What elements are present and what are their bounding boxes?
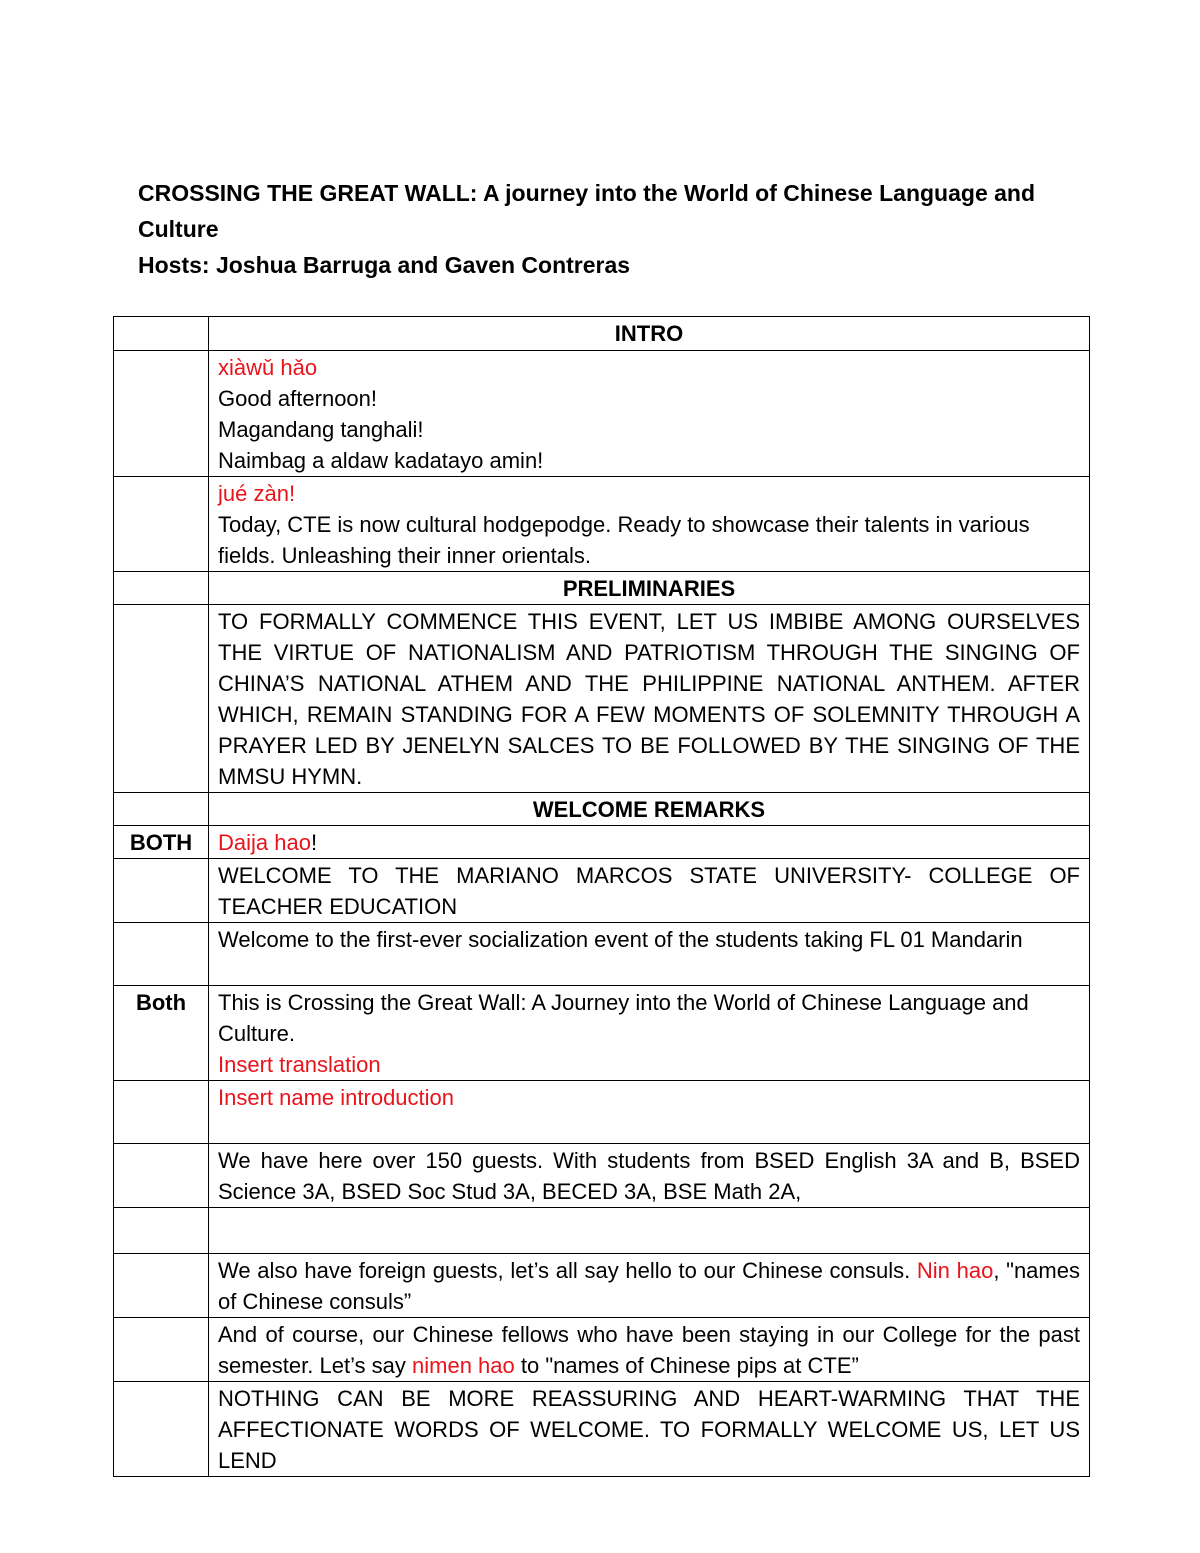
table-row: [114, 826, 1090, 859]
consuls-after: , "names of Chinese consuls”: [218, 1258, 1080, 1314]
daija-cell: [209, 826, 1090, 859]
insert-translation-note: Insert translation: [218, 1052, 381, 1077]
fellows-chinese: nimen hao: [412, 1353, 515, 1378]
document-header: [138, 175, 1088, 283]
section-heading-intro: INTRO: [209, 317, 1090, 351]
section-heading-welcome: WELCOME REMARKS: [209, 793, 1090, 826]
speaker-cell: [114, 1382, 209, 1477]
fellows-cell: [209, 1318, 1090, 1382]
hosts-line: Hosts: Joshua Barruga and Gaven Contreras: [138, 252, 631, 278]
guests-text: We have here over 150 guests. With students from BSED English 3A and B, BSED Science 3A, BSED Soc Stud 3A, BECED 3A, BSE Math 2A,: [209, 1144, 1090, 1208]
table-row: [114, 605, 1090, 793]
greeting-tagalog: Magandang tanghali!: [218, 417, 424, 442]
jue-zan-cell: [209, 477, 1090, 572]
crossing-text: This is Crossing the Great Wall: A Journey into the World of Chinese Language and Culture.: [218, 990, 1029, 1046]
table-row: [114, 1081, 1090, 1144]
table-row: [114, 351, 1090, 477]
table-row: [114, 986, 1090, 1081]
speaker-cell: [114, 605, 209, 793]
table-row: [114, 923, 1090, 986]
greeting-english: Good afternoon!: [218, 386, 378, 411]
crossing-cell: [209, 986, 1090, 1081]
speaker-cell: [114, 1318, 209, 1382]
consuls-chinese: Nin hao: [916, 1258, 994, 1283]
speaker-cell: [114, 793, 209, 826]
speaker-cell: [114, 923, 209, 986]
table-row: [114, 859, 1090, 923]
jue-zan-chinese: jué zàn!: [218, 481, 296, 506]
speaker-cell: [114, 859, 209, 923]
greeting-cell: [209, 351, 1090, 477]
preliminaries-text: TO FORMALLY COMMENCE THIS EVENT, LET US IMBIBE AMONG OURSELVES THE VIRTUE OF NATIONALISM AND PATRIOTISM THROUGH THE SINGING OF CHINA’S NATIONAL ATHEM AND THE PHILIPPINE NATIONAL ANTHEM. AFTER WHICH, REMAIN STANDING FOR A FEW MOMENTS OF SOLEMNITY THROUGH A PRAYER LED BY JENELYN SALCES TO BE FOLLOWED BY THE SINGING OF THE MMSU HYMN.: [209, 605, 1090, 793]
consuls-cell: [209, 1254, 1090, 1318]
nothing-text: NOTHING CAN BE MORE REASSURING AND HEART-WARMING THAT THE AFFECTIONATE WORDS OF WELCOME. TO FORMALLY WELCOME US, LET US LEND: [209, 1382, 1090, 1477]
speaker-cell: [114, 1254, 209, 1318]
greeting-chinese: xiàwǔ hǎo: [218, 355, 318, 380]
first-ever-text: Welcome to the first-ever socialization event of the students taking FL 01 Mandarin: [209, 923, 1090, 986]
welcome-mmsu-text: WELCOME TO THE MARIANO MARCOS STATE UNIVERSITY- COLLEGE OF TEACHER EDUCATION: [209, 859, 1090, 923]
table-row: [114, 1318, 1090, 1382]
table-row: [114, 1254, 1090, 1318]
table-row: [114, 793, 1090, 826]
speaker-cell: [114, 1208, 209, 1254]
table-row: [114, 572, 1090, 605]
speaker-cell: [114, 477, 209, 572]
speaker-cell: [114, 572, 209, 605]
program-script-table: [113, 316, 1090, 1477]
jue-zan-text: Today, CTE is now cultural hodgepodge. Ready to showcase their talents in various fields. Unleashing their inner orientals.: [218, 512, 1030, 568]
greeting-ilocano: Naimbag a aldaw kadatayo amin!: [218, 448, 544, 473]
speaker-cell: [114, 351, 209, 477]
daija-chinese: Daija hao: [218, 830, 311, 855]
table-row: [114, 317, 1090, 351]
consuls-before: We also have foreign guests, let’s all say hello to our Chinese consuls.: [218, 1258, 917, 1283]
speaker-cell: [114, 1081, 209, 1144]
table-row: [114, 1208, 1090, 1254]
table-row: [114, 477, 1090, 572]
speaker-both: Both: [114, 986, 209, 1081]
speaker-both: BOTH: [114, 826, 209, 859]
table-row: [114, 1144, 1090, 1208]
speaker-cell: [114, 317, 209, 351]
table-row: [114, 1382, 1090, 1477]
section-heading-preliminaries: PRELIMINARIES: [209, 572, 1090, 605]
fellows-after: to "names of Chinese pips at CTE”: [514, 1353, 859, 1378]
fellows-before: And of course, our Chinese fellows who have been staying in our College for the past semester. Let’s say: [218, 1322, 1080, 1378]
title-line-1: CROSSING THE GREAT WALL: A journey into the World of Chinese Language and: [138, 180, 1036, 206]
name-introduction-note: Insert name introduction: [209, 1081, 1090, 1144]
speaker-cell: [114, 1144, 209, 1208]
title-line-2: Culture: [138, 216, 219, 242]
daija-punct: !: [310, 830, 318, 855]
empty-cell: [209, 1208, 1090, 1254]
